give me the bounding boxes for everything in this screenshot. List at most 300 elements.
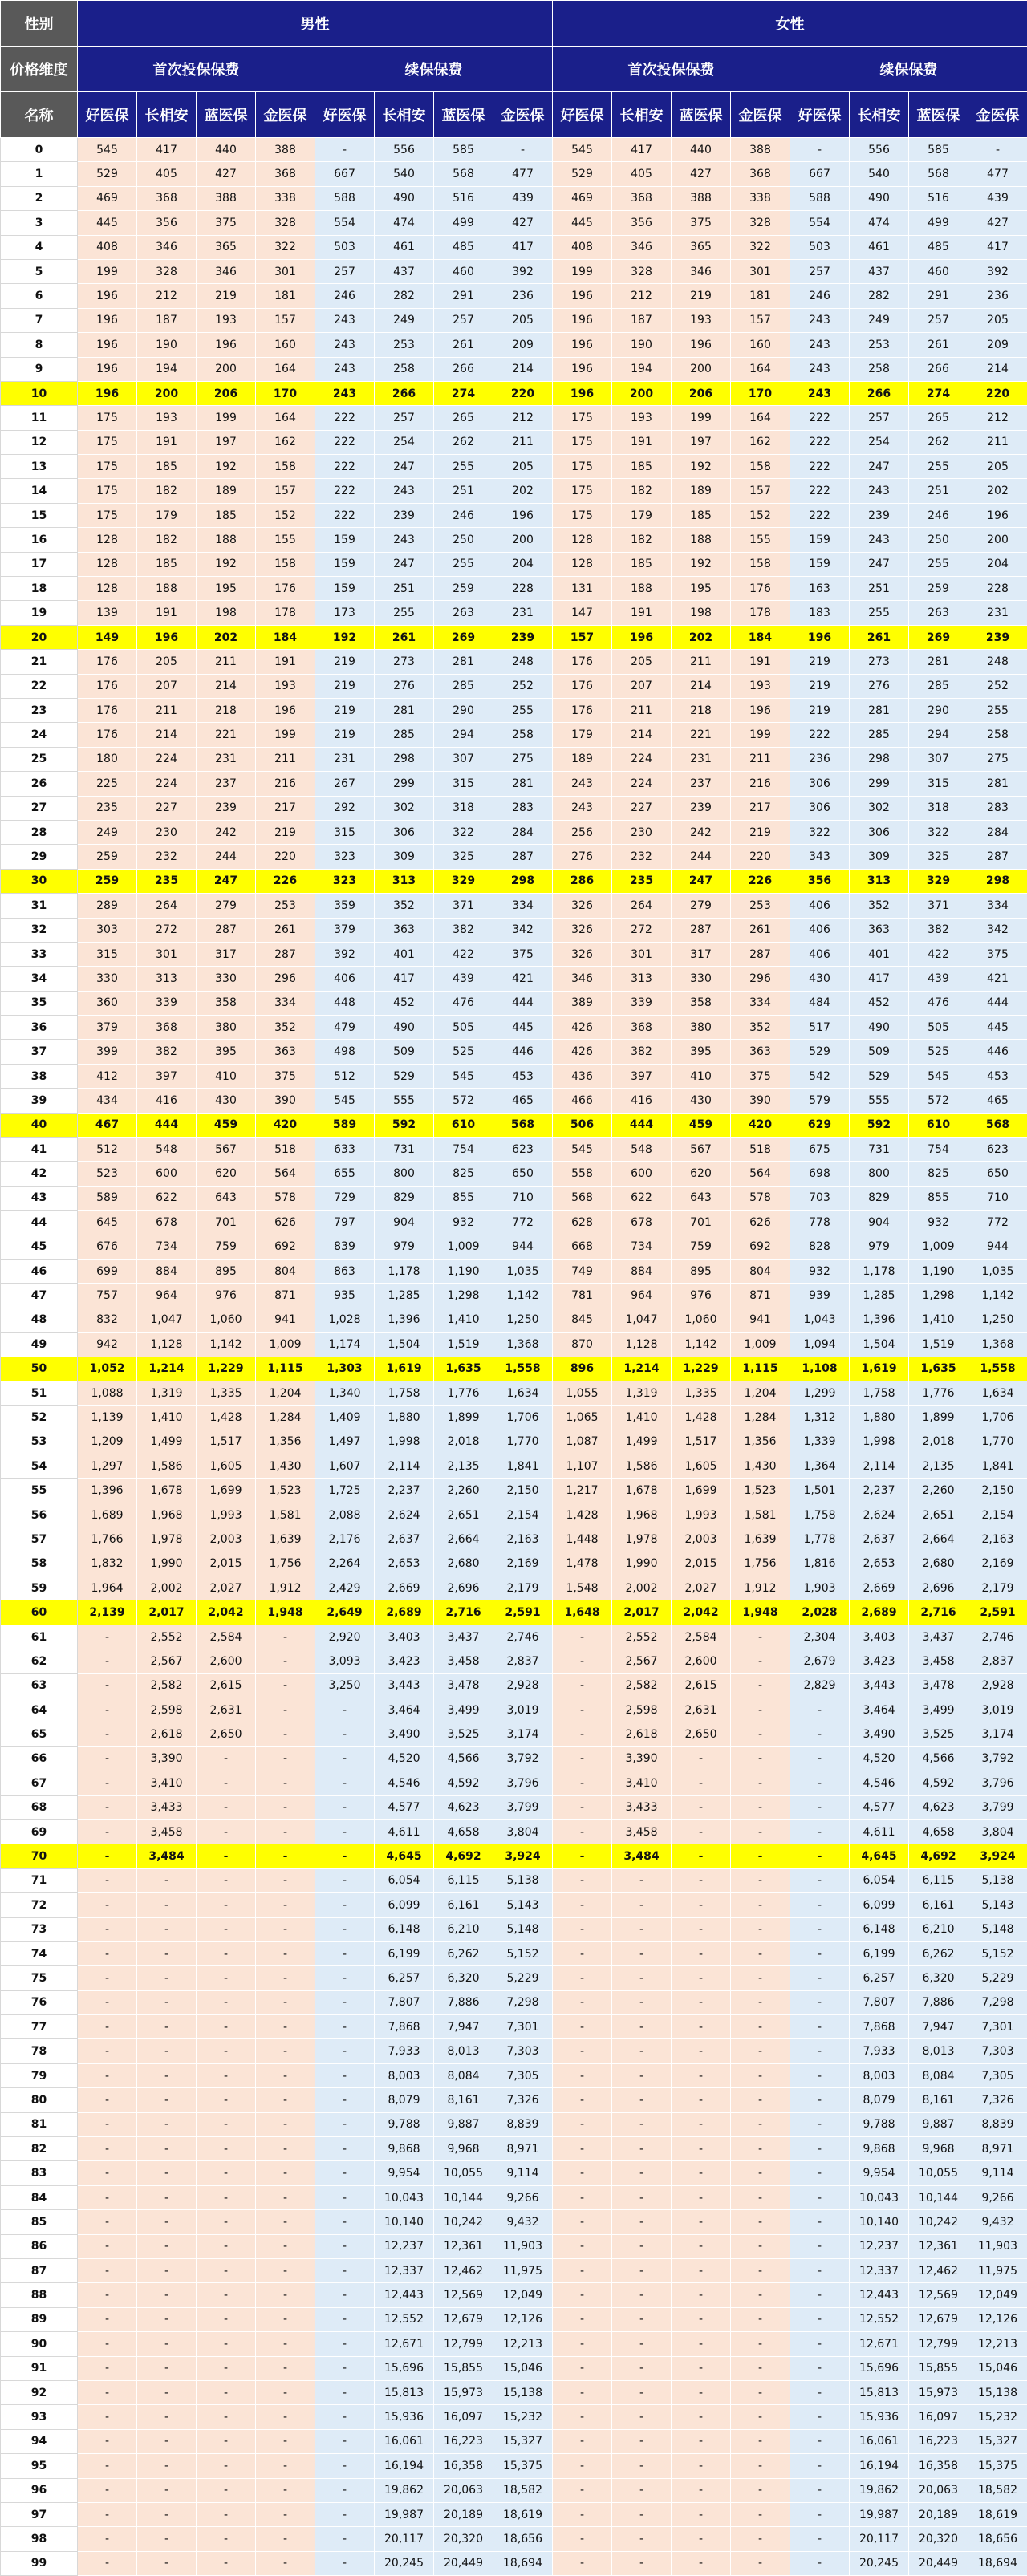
female-renewal-premium-cell: -: [790, 2063, 850, 2087]
female-renewal-premium-cell: 263: [909, 601, 968, 625]
age-cell: 34: [1, 967, 78, 991]
female-renewal-premium-cell: 273: [850, 650, 909, 674]
male-first-premium-cell: 412: [78, 1064, 137, 1088]
male-renewal-premium-cell: 1,706: [493, 1406, 553, 1430]
female-renewal-premium-cell: 20,063: [909, 2478, 968, 2502]
male-renewal-premium-cell: 294: [434, 723, 493, 747]
male-first-premium-cell: 176: [78, 650, 137, 674]
male-first-premium-cell: 459: [197, 1113, 256, 1137]
female-first-premium-cell: 190: [612, 333, 672, 357]
female-header: 女性: [553, 1, 1027, 47]
female-first-premium-cell: -: [553, 1868, 612, 1892]
male-renewal-premium-cell: 281: [434, 650, 493, 674]
female-renewal-premium-cell: -: [790, 2502, 850, 2526]
age-cell: 51: [1, 1381, 78, 1405]
male-first-premium-cell: 225: [78, 772, 137, 796]
female-renewal-premium-cell: 255: [850, 601, 909, 625]
female-renewal-premium-cell: 6,199: [850, 1941, 909, 1965]
male-renewal-premium-cell: 231: [493, 601, 553, 625]
male-renewal-premium-cell: 222: [315, 406, 375, 430]
male-first-premium-cell: 388: [197, 186, 256, 210]
female-renewal-premium-cell: 623: [968, 1138, 1027, 1162]
male-first-premium-cell: -: [137, 2210, 197, 2234]
female-first-premium-cell: 3,390: [612, 1746, 672, 1771]
female-renewal-premium-cell: -: [790, 2478, 850, 2502]
female-first-premium-cell: 1,517: [672, 1430, 731, 1454]
male-first-premium-cell: -: [256, 2015, 315, 2039]
female-renewal-premium-cell: -: [790, 2210, 850, 2234]
female-renewal-premium-cell: 16,097: [909, 2405, 968, 2429]
male-renewal-premium-cell: -: [315, 2332, 375, 2356]
male-renewal-premium-cell: 222: [315, 455, 375, 479]
male-first-premium-cell: -: [197, 1819, 256, 1844]
female-first-premium-cell: 157: [731, 308, 790, 332]
female-renewal-premium-cell: 5,148: [968, 1917, 1027, 1941]
male-first-premium-cell: 1,978: [137, 1527, 197, 1552]
female-renewal-premium-cell: 417: [968, 235, 1027, 259]
age-cell: 30: [1, 869, 78, 893]
male-first-premium-cell: -: [197, 2454, 256, 2478]
table-row: [1, 1552, 1027, 1576]
female-first-premium-cell: 193: [731, 674, 790, 698]
product-header: 蓝医保: [672, 92, 731, 138]
female-first-premium-cell: 567: [672, 1138, 731, 1162]
male-first-premium-cell: 1,009: [256, 1333, 315, 1357]
male-renewal-premium-cell: 266: [375, 381, 434, 405]
female-renewal-premium-cell: 1,178: [850, 1259, 909, 1283]
female-renewal-premium-cell: 250: [909, 528, 968, 552]
male-first-premium-cell: -: [256, 1819, 315, 1844]
female-first-premium-cell: -: [612, 2502, 672, 2526]
female-first-premium-cell: -: [553, 2210, 612, 2234]
male-first-premium-cell: 206: [197, 381, 256, 405]
female-renewal-premium-cell: 800: [850, 1162, 909, 1186]
female-renewal-premium-cell: 1,776: [909, 1381, 968, 1405]
female-renewal-premium-cell: 540: [850, 162, 909, 186]
female-first-premium-cell: 395: [672, 1040, 731, 1064]
female-first-premium-cell: 237: [672, 772, 731, 796]
female-first-premium-cell: -: [731, 1844, 790, 1868]
age-cell: 53: [1, 1430, 78, 1454]
female-first-premium-cell: -: [553, 2405, 612, 2429]
male-renewal-premium-cell: 12,337: [375, 2258, 434, 2282]
female-first-premium-cell: 408: [553, 235, 612, 259]
female-renewal-premium-cell: 439: [909, 967, 968, 991]
female-renewal-premium-cell: 243: [790, 357, 850, 381]
female-first-premium-cell: -: [731, 1917, 790, 1941]
male-first-premium-cell: 1,968: [137, 1503, 197, 1527]
table-row: [1, 2039, 1027, 2063]
female-renewal-premium-cell: 401: [850, 942, 909, 966]
male-renewal-premium-cell: 3,924: [493, 1844, 553, 1868]
male-renewal-premium-cell: 439: [493, 186, 553, 210]
female-first-premium-cell: 1,319: [612, 1381, 672, 1405]
female-first-premium-cell: -: [553, 2356, 612, 2380]
male-first-premium-cell: 620: [197, 1162, 256, 1186]
male-renewal-premium-cell: 342: [493, 918, 553, 942]
table-row: [1, 625, 1027, 649]
male-renewal-premium-cell: 236: [493, 284, 553, 308]
male-first-premium-cell: -: [256, 1990, 315, 2014]
age-cell: 54: [1, 1454, 78, 1479]
male-first-premium-cell: 2,582: [137, 1673, 197, 1698]
female-first-premium-cell: 1,060: [672, 1308, 731, 1332]
female-first-premium-cell: -: [612, 2478, 672, 2502]
female-first-premium-cell: 179: [553, 723, 612, 747]
male-first-premium-cell: 259: [78, 869, 137, 893]
male-renewal-premium-cell: 323: [315, 869, 375, 893]
male-renewal-premium-cell: 3,796: [493, 1771, 553, 1795]
male-first-premium-cell: 224: [137, 747, 197, 771]
male-first-premium-cell: 548: [137, 1138, 197, 1162]
female-first-premium-cell: -: [553, 2039, 612, 2063]
male-first-premium-cell: 2,042: [197, 1600, 256, 1625]
female-first-premium-cell: 339: [612, 991, 672, 1015]
female-first-premium-cell: 389: [553, 991, 612, 1015]
female-first-premium-cell: 388: [731, 138, 790, 162]
female-first-premium-cell: 368: [731, 162, 790, 186]
female-renewal-premium-cell: -: [790, 2380, 850, 2404]
female-renewal-premium-cell: -: [790, 2088, 850, 2112]
female-first-premium-cell: 368: [612, 186, 672, 210]
female-renewal-premium-cell: 258: [850, 357, 909, 381]
female-renewal-premium-cell: 1,758: [790, 1503, 850, 1527]
male-renewal-premium-cell: 474: [375, 211, 434, 235]
female-first-premium-cell: -: [553, 2112, 612, 2136]
female-first-premium-cell: 191: [731, 650, 790, 674]
female-first-premium-cell: -: [731, 2307, 790, 2331]
male-renewal-premium-cell: 1,519: [434, 1333, 493, 1357]
male-renewal-premium-cell: 525: [434, 1040, 493, 1064]
male-renewal-premium-cell: 257: [315, 259, 375, 283]
male-first-premium-cell: 162: [256, 430, 315, 454]
female-renewal-premium-cell: 12,213: [968, 2332, 1027, 2356]
female-first-premium-cell: 466: [553, 1089, 612, 1113]
female-first-premium-cell: 196: [672, 333, 731, 357]
female-renewal-premium-cell: 1,190: [909, 1259, 968, 1283]
female-renewal-premium-cell: 159: [790, 528, 850, 552]
female-renewal-premium-cell: 4,645: [850, 1844, 909, 1868]
female-first-premium-cell: -: [672, 1746, 731, 1771]
female-renewal-premium-cell: 2,018: [909, 1430, 968, 1454]
male-first-premium-cell: 185: [137, 455, 197, 479]
male-first-premium-cell: 346: [197, 259, 256, 283]
female-first-premium-cell: 346: [612, 235, 672, 259]
male-first-premium-cell: 239: [197, 796, 256, 820]
male-renewal-premium-cell: 2,237: [375, 1479, 434, 1503]
female-first-premium-cell: 1,115: [731, 1357, 790, 1381]
female-renewal-premium-cell: 703: [790, 1186, 850, 1210]
male-renewal-premium-cell: 306: [375, 820, 434, 844]
female-first-premium-cell: -: [672, 1941, 731, 1965]
age-cell: 42: [1, 1162, 78, 1186]
female-first-premium-cell: 253: [731, 894, 790, 918]
male-renewal-premium-cell: 379: [315, 918, 375, 942]
male-first-premium-cell: -: [197, 2380, 256, 2404]
male-first-premium-cell: -: [137, 2527, 197, 2551]
female-renewal-premium-cell: 375: [968, 942, 1027, 966]
male-first-premium-cell: 287: [256, 942, 315, 966]
female-renewal-premium-cell: 12,462: [909, 2258, 968, 2282]
female-first-premium-cell: 2,650: [672, 1722, 731, 1746]
age-cell: 15: [1, 503, 78, 527]
female-first-premium-cell: 224: [612, 747, 672, 771]
female-first-premium-cell: -: [553, 2258, 612, 2282]
female-first-premium-cell: -: [612, 2258, 672, 2282]
table-row: [1, 2551, 1027, 2575]
female-renewal-premium-cell: 247: [850, 552, 909, 576]
male-renewal-premium-cell: 159: [315, 552, 375, 576]
male-first-premium-cell: -: [78, 1844, 137, 1868]
female-first-premium-cell: 230: [612, 820, 672, 844]
male-renewal-premium-cell: 12,462: [434, 2258, 493, 2282]
male-renewal-premium-cell: 1,758: [375, 1381, 434, 1405]
female-first-premium-cell: 356: [612, 211, 672, 235]
female-first-premium-cell: -: [672, 2454, 731, 2478]
female-first-premium-cell: -: [731, 2478, 790, 2502]
age-cell: 12: [1, 430, 78, 454]
female-renewal-premium-cell: -: [790, 2527, 850, 2551]
female-first-premium-cell: -: [553, 2429, 612, 2453]
male-renewal-premium-cell: 15,855: [434, 2356, 493, 2380]
female-renewal-premium-cell: 1,250: [968, 1308, 1027, 1332]
male-renewal-premium-cell: 2,114: [375, 1454, 434, 1479]
male-renewal-premium-cell: 287: [493, 845, 553, 869]
female-first-premium-cell: -: [672, 2502, 731, 2526]
female-renewal-premium-cell: 259: [909, 577, 968, 601]
female-first-premium-cell: 518: [731, 1138, 790, 1162]
male-first-premium-cell: 1,699: [197, 1479, 256, 1503]
female-first-premium-cell: -: [731, 2332, 790, 2356]
male-first-premium-cell: 2,027: [197, 1576, 256, 1600]
female-first-premium-cell: 264: [612, 894, 672, 918]
product-header: 蓝医保: [197, 92, 256, 138]
female-renewal-premium-cell: 9,968: [909, 2137, 968, 2161]
female-first-premium-cell: -: [553, 2185, 612, 2209]
male-first-premium-cell: -: [78, 2210, 137, 2234]
male-first-premium-cell: 523: [78, 1162, 137, 1186]
male-first-premium-cell: -: [78, 2112, 137, 2136]
female-renewal-premium-cell: 444: [968, 991, 1027, 1015]
male-renewal-premium-cell: 4,592: [434, 1771, 493, 1795]
female-renewal-premium-cell: 525: [909, 1040, 968, 1064]
male-renewal-premium-cell: 15,813: [375, 2380, 434, 2404]
male-first-premium-cell: -: [256, 2210, 315, 2234]
male-first-premium-cell: 2,567: [137, 1649, 197, 1673]
female-renewal-premium-cell: 2,928: [968, 1673, 1027, 1698]
female-first-premium-cell: 328: [731, 211, 790, 235]
female-renewal-premium-cell: 222: [790, 723, 850, 747]
female-first-premium-cell: 217: [731, 796, 790, 820]
female-first-premium-cell: -: [553, 2551, 612, 2575]
female-first-premium-cell: 1,217: [553, 1479, 612, 1503]
male-first-premium-cell: -: [256, 2551, 315, 2575]
table-row: [1, 2258, 1027, 2282]
male-renewal-premium-cell: 6,210: [434, 1917, 493, 1941]
male-renewal-premium-cell: 202: [493, 479, 553, 503]
male-first-premium-cell: 339: [137, 991, 197, 1015]
age-cell: 58: [1, 1552, 78, 1576]
male-renewal-premium-cell: -: [315, 2161, 375, 2185]
male-renewal-premium-cell: 1,619: [375, 1357, 434, 1381]
male-renewal-premium-cell: 196: [493, 503, 553, 527]
age-cell: 23: [1, 698, 78, 722]
female-first-premium-cell: -: [731, 1673, 790, 1698]
female-renewal-premium-cell: 710: [968, 1186, 1027, 1210]
female-renewal-premium-cell: 509: [850, 1040, 909, 1064]
female-first-premium-cell: 1,335: [672, 1381, 731, 1405]
female-renewal-premium-cell: 2,696: [909, 1576, 968, 1600]
female-first-premium-cell: 2,600: [672, 1649, 731, 1673]
female-renewal-premium-cell: 939: [790, 1284, 850, 1308]
female-renewal-premium-cell: 2,237: [850, 1479, 909, 1503]
female-first-premium-cell: 181: [731, 284, 790, 308]
age-cell: 20: [1, 625, 78, 649]
female-renewal-premium-cell: 11,975: [968, 2258, 1027, 2282]
male-renewal-premium-cell: 334: [493, 894, 553, 918]
table-row: [1, 772, 1027, 796]
female-renewal-premium-cell: 356: [790, 869, 850, 893]
female-renewal-premium-cell: 236: [968, 284, 1027, 308]
female-first-premium-cell: -: [731, 1990, 790, 2014]
female-renewal-premium-cell: 505: [909, 1016, 968, 1040]
female-renewal-premium-cell: 12,126: [968, 2307, 1027, 2331]
male-first-premium-cell: 1,832: [78, 1552, 137, 1576]
female-first-premium-cell: -: [731, 2356, 790, 2380]
male-first-premium-cell: -: [137, 2380, 197, 2404]
female-renewal-premium-cell: 430: [790, 967, 850, 991]
male-renewal-premium-cell: -: [315, 2429, 375, 2453]
female-first-premium-cell: 380: [672, 1016, 731, 1040]
female-renewal-premium-cell: 650: [968, 1162, 1027, 1186]
female-first-premium-cell: 1,948: [731, 1600, 790, 1625]
age-cell: 86: [1, 2234, 78, 2258]
female-renewal-premium-cell: 12,671: [850, 2332, 909, 2356]
male-first-premium-cell: -: [78, 2478, 137, 2502]
male-renewal-premium-cell: -: [315, 2088, 375, 2112]
male-first-premium-cell: -: [78, 1868, 137, 1892]
male-first-premium-cell: -: [197, 2551, 256, 2575]
female-renewal-premium-cell: 453: [968, 1064, 1027, 1088]
table-row: [1, 1089, 1027, 1113]
female-first-premium-cell: 191: [612, 430, 672, 454]
female-first-premium-cell: 242: [672, 820, 731, 844]
male-first-premium-cell: 205: [137, 650, 197, 674]
male-renewal-premium-cell: 9,788: [375, 2112, 434, 2136]
female-first-premium-cell: -: [672, 2258, 731, 2282]
female-first-premium-cell: 3,410: [612, 1771, 672, 1795]
male-first-premium-cell: 408: [78, 235, 137, 259]
age-cell: 11: [1, 406, 78, 430]
male-first-premium-cell: 2,003: [197, 1527, 256, 1552]
table-row: [1, 2185, 1027, 2209]
female-renewal-premium-cell: 12,443: [850, 2283, 909, 2307]
female-renewal-premium-cell: 8,013: [909, 2039, 968, 2063]
male-renewal-premium-cell: 710: [493, 1186, 553, 1210]
male-renewal-premium-cell: 5,229: [493, 1966, 553, 1990]
female-renewal-premium-cell: 307: [909, 747, 968, 771]
female-renewal-premium-cell: -: [790, 1771, 850, 1795]
female-renewal-premium-cell: 275: [968, 747, 1027, 771]
male-renewal-premium-cell: -: [315, 1868, 375, 1892]
male-renewal-premium-cell: 281: [493, 772, 553, 796]
age-cell: 46: [1, 1259, 78, 1283]
male-first-premium-cell: 188: [137, 577, 197, 601]
male-renewal-premium-cell: 1,998: [375, 1430, 434, 1454]
female-renewal-premium-cell: 1,619: [850, 1357, 909, 1381]
female-first-premium-cell: 147: [553, 601, 612, 625]
female-renewal-premium-cell: 222: [790, 455, 850, 479]
male-renewal-premium-cell: 6,115: [434, 1868, 493, 1892]
female-first-premium-cell: 176: [731, 577, 790, 601]
male-first-premium-cell: -: [78, 2332, 137, 2356]
male-first-premium-cell: 699: [78, 1259, 137, 1283]
female-renewal-premium-cell: 516: [909, 186, 968, 210]
female-first-premium-cell: -: [731, 2380, 790, 2404]
table-row: [1, 308, 1027, 332]
female-first-premium-cell: 256: [553, 820, 612, 844]
age-cell: 67: [1, 1771, 78, 1795]
male-first-premium-cell: 155: [256, 528, 315, 552]
male-renewal-premium-cell: 9,114: [493, 2161, 553, 2185]
age-cell: 81: [1, 2112, 78, 2136]
male-renewal-premium-cell: 222: [315, 430, 375, 454]
female-renewal-premium-cell: 3,478: [909, 1673, 968, 1698]
male-first-premium-cell: 1,335: [197, 1381, 256, 1405]
male-renewal-premium-cell: 589: [315, 1113, 375, 1137]
female-renewal-premium-cell: 306: [850, 820, 909, 844]
male-first-premium-cell: -: [137, 2356, 197, 2380]
female-renewal-premium-cell: 15,375: [968, 2454, 1027, 2478]
female-renewal-premium-cell: 5,138: [968, 1868, 1027, 1892]
female-renewal-premium-cell: 932: [790, 1259, 850, 1283]
female-first-premium-cell: -: [731, 2088, 790, 2112]
female-renewal-premium-cell: 4,592: [909, 1771, 968, 1795]
female-first-premium-cell: -: [731, 2039, 790, 2063]
male-renewal-premium-cell: 315: [434, 772, 493, 796]
male-first-premium-cell: 218: [197, 698, 256, 722]
male-first-premium-cell: 1,052: [78, 1357, 137, 1381]
male-first-premium-cell: 379: [78, 1016, 137, 1040]
male-first-premium-cell: 1,128: [137, 1333, 197, 1357]
female-renewal-premium-cell: 248: [968, 650, 1027, 674]
male-first-premium-cell: 317: [197, 942, 256, 966]
product-header: 好医保: [553, 92, 612, 138]
female-first-premium-cell: 128: [553, 552, 612, 576]
female-first-premium-cell: 390: [731, 1089, 790, 1113]
male-first-premium-cell: -: [256, 1966, 315, 1990]
male-first-premium-cell: -: [256, 2112, 315, 2136]
male-first-premium-cell: -: [78, 2527, 137, 2551]
female-renewal-premium-cell: 4,658: [909, 1819, 968, 1844]
female-renewal-premium-cell: 343: [790, 845, 850, 869]
female-renewal-premium-cell: -: [790, 2429, 850, 2453]
female-first-premium-cell: 545: [553, 1138, 612, 1162]
female-renewal-premium-cell: 302: [850, 796, 909, 820]
male-renewal-premium-cell: 363: [375, 918, 434, 942]
male-renewal-premium-cell: 427: [493, 211, 553, 235]
male-renewal-premium-cell: 9,432: [493, 2210, 553, 2234]
female-first-premium-cell: 2,002: [612, 1576, 672, 1600]
male-first-premium-cell: 315: [78, 942, 137, 966]
female-first-premium-cell: 1,581: [731, 1503, 790, 1527]
male-renewal-premium-cell: 3,490: [375, 1722, 434, 1746]
male-first-premium-cell: 3,410: [137, 1771, 197, 1795]
female-renewal-premium-cell: 406: [790, 894, 850, 918]
male-first-premium-cell: 3,458: [137, 1819, 197, 1844]
female-renewal-premium-cell: -: [790, 2258, 850, 2282]
male-renewal-premium-cell: 9,968: [434, 2137, 493, 2161]
